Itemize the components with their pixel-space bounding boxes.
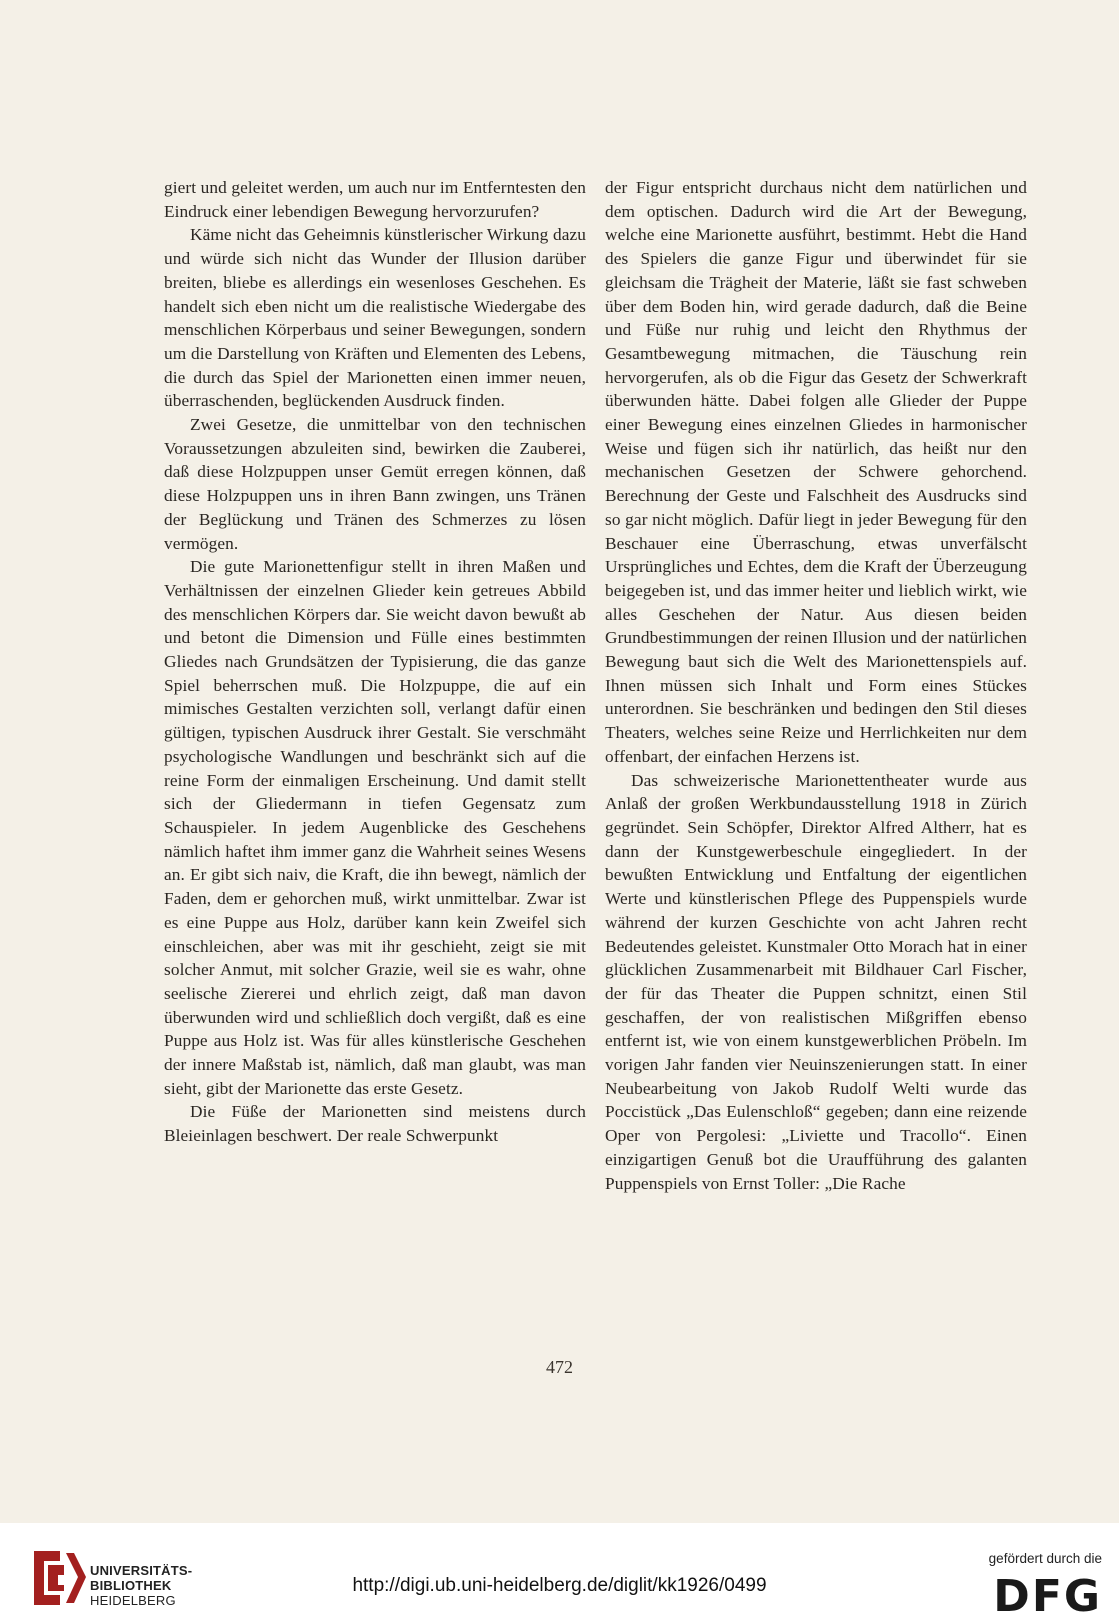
left-column <box>164 176 586 1148</box>
page-number: 472 <box>546 1357 573 1377</box>
paragraph: der Figur entspricht durchaus nicht dem natürlichen und dem optischen. Dadurch wird die Art der Bewegung, welche eine Marionette ausführt, bestimmt. Hebt die Hand des Spielers die ganze Figur und überwindet für sie gleichsam die Trägheit der Materie, läßt sie fast schweben über dem Boden hin, wird gerade dadurch, daß die Beine und Füße nur ruhig und leicht den Rhythmus der Gesamtbewegung mitmachen, die Täuschung rein hervorgerufen, als ob die Figur das Gesetz der Schwerkraft überwunden hätte. Dabei folgen alle Glieder der Puppe einer Bewegung eines einzelnen Gliedes in harmonischer Weise und fügen sich ihr natürlich, das heißt nur den mechanischen Gesetzen der Schwere gehorchend. Berechnung der Geste und Falschheit des Ausdrucks sind so gar nicht möglich. Dafür liegt in jeder Bewegung für den Beschauer eine Überraschung, etwas unverfälscht Ursprüngliches und Echtes, dem die Kraft der Überzeugung beigegeben ist, und das immer heiter und lieblich wirkt, wie alles Geschehen der Natur. Aus diesen beiden Grundbestimmungen der reinen Illusion und der natürlichen Bewegung baut sich die Welt des Marionettenspiels auf. Ihnen müssen sich Inhalt und Form eines Stückes unterordnen. Sie beschränken und bedingen den Stil dieses Theaters, welches seine Reize und Herrlichkeiten nur dem offenbart, der einfachen Herzens ist. <box>605 178 1027 766</box>
footer-bar <box>0 1523 1119 1623</box>
paragraph: Käme nicht das Geheimnis künstlerischer Wirkung dazu und würde sich nicht das Wunder der Illusion darüber breiten, bliebe es allerdings ein wesenloses Geschehen. Es handelt sich eben nicht um die realistische Wiedergabe des menschlichen Körperbaus und seiner Bewegungen, sondern um die Darstellung von Kräften und Elementen des Lebens, die durch das Spiel der Marionetten einen immer neuen, überraschenden, beglückenden Ausdruck finden. <box>164 225 586 411</box>
source-url-link[interactable]: http://digi.ub.uni-heidelberg.de/diglit/kk1926/0499 <box>352 1575 767 1596</box>
dfg-logo: DFG <box>993 1571 1102 1622</box>
library-name: UNIVERSITÄTS- BIBLIOTHEK HEIDELBERG <box>90 1563 193 1608</box>
paragraph: Das schweizerische Marionettentheater wurde aus Anlaß der großen Werkbundausstellung 1918 in Zürich gegründet. Sein Schöpfer, Direktor Alfred Altherr, hat es dann der Kunstgewerbeschule eingegliedert. In der bewußten Entwicklung und Entfaltung der eigentlichen Werte und künstlerischen Pflege des Puppenspiels wurde während der kurzen Geschichte von acht Jahren recht Bedeutendes geleistet. Kunstmaler Otto Morach hat in einer glücklichen Zusammenarbeit mit Bildhauer Carl Fischer, der für das Theater die Puppen schnitzt, einen Stil geschaffen, der von realistischen Mißgriffen ebenso entfernt ist, wie von einem kunstgewerblichen Pröbeln. Im vorigen Jahr fanden vier Neuinszenierungen statt. In einer Neubearbeitung von Jakob Rudolf Welti wurde das Poccistück „Das Eulenschloß“ gegeben; dann eine reizende Oper von Pergolesi: „Liviette und Tracollo“. Einen einzigartigen Genuß bot die Uraufführung des galanten Puppenspiels von Ernst Toller: „Die Rache <box>605 770 1027 1193</box>
paragraph: Zwei Gesetze, die unmittelbar von den technischen Voraussetzungen abzuleiten sind, bewirken die Zauberei, daß diese Holzpuppen unser Gemüt erregen können, daß diese Holzpuppen uns in ihren Bann zwingen, uns Tränen der Beglückung und Tränen des Schmerzes zu lösen vermögen. <box>164 415 586 553</box>
paragraph: Die Füße der Marionetten sind meistens durch Bleieinlagen beschwert. Der reale Schwerpunkt <box>164 1102 586 1146</box>
funding-caption: gefördert durch die <box>988 1551 1102 1566</box>
paragraph: Die gute Marionettenfigur stellt in ihren Maßen und Verhältnissen der einzelnen Glieder kein getreues Abbild des menschlichen Körpers dar. Sie weicht davon bewußt ab und betont die Dimension und Fülle eines bestimmten Gliedes nach Grundsätzen der Typisierung, die das ganze Spiel beherrschen muß. Die Holzpuppe, die auf ein mimisches Gestalten verzichten soll, verlangt dafür einen gültigen, typischen Ausdruck ihrer Gestalt. Sie verschmäht psychologische Wandlungen und beschränkt sich auf die reine Form der einmaligen Erscheinung. Und damit stellt sich der Gliedermann in tiefen Gegensatz zum Schauspieler. In jedem Augenblicke des Geschehens nämlich haftet ihm immer ganz die Wahrheit seines Wesens an. Er gibt sich naiv, die Kraft, die ihn bewegt, nämlich der Faden, dem er gehorchen muß, wirkt unmittelbar. Zwar ist es eine Puppe aus Holz, darüber kann kein Zweifel sich einschleichen, aber was mit ihr geschieht, zeigt sie mit solcher Anmut, mit solcher Grazie, weil sie es wahr, ohne seelische Ziererei und ehrlich zeigt, daß man davon überwunden wird und schließlich doch vergißt, daß es eine Puppe aus Holz ist. Was für alles künstlerische Geschehen der innere Maßstab ist, nämlich, daß man glaubt, was man sieht, gibt der Marionette das erste Gesetz. <box>164 557 586 1098</box>
right-column <box>605 176 1027 1195</box>
paragraph: giert und geleitet werden, um auch nur im Entferntesten den Eindruck einer lebendigen Bewegung hervorzurufen? <box>164 178 586 221</box>
